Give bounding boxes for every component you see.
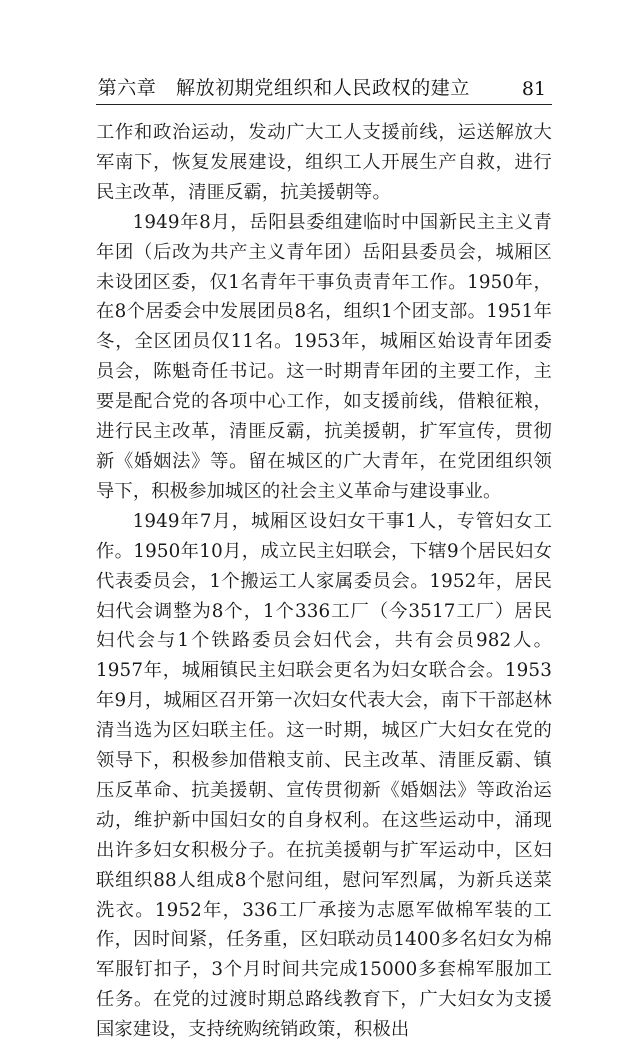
body-text: [96, 118, 552, 1045]
paragraph-womens-federation: 1949年7月，城厢区设妇女干事1人，专管妇女工作。1950年10月，成立民主妇联会，下辖9个居民妇女代表委员会，1个搬运工人家属委员会。1952年，居民妇代会调整为8个，1个336工厂（今3517工厂）居民妇代会与1个铁路委员会妇代会，共有会员982人。1957年，城厢镇民主妇联会更名为妇女联合会。1953年9月，城厢区召开第一次妇女代表大会，南下干部赵林清当选为区妇联主任。这一时期，城区广大妇女在党的领导下，积极参加借粮支前、民主改革、清匪反霸、镇压反革命、抗美援朝、宣传贯彻新《婚姻法》等政治运动，维护新中国妇女的自身权利。在这些运动中，涌现出许多妇女积极分子。在抗美援朝与扩军运动中，区妇联组织88人组成8个慰问组，慰问军烈属，为新兵送菜洗衣。1952年，336工厂承接为志愿军做棉军装的工作，因时间紧，任务重，区妇联动员1400多名妇女为棉军服钉扣子，3个月时间共完成15000多套棉军服加工任务。在党的过渡时期总路线教育下，广大妇女为支援国家建设，支持统购统销政策，积极出: [96, 510, 552, 1041]
page-number: 81: [521, 78, 546, 100]
paragraph-youth-league: 1949年8月，岳阳县委组建临时中国新民主主义青年团（后改为共产主义青年团）岳阳县委员会，城厢区未设团区委，仅1名青年干事负责青年工作。1950年，在8个居委会中发展团员8名，组织1个团支部。1951年冬，全区团员仅11名。1953年，城厢区始设青年团委员会，陈魁奇任书记。这一时期青年团的主要工作，主要是配合党的各项中心工作，如支援前线，借粮征粮，进行民主改革，清匪反霸，抗美援朝，扩军宣传，贯彻新《婚姻法》等。留在城区的广大青年，在党团组织领导下，积极参加城区的社会主义革命与建设事业。: [96, 211, 552, 502]
running-header: [96, 68, 552, 105]
paragraph-continuation: 工作和政治运动，发动广大工人支援前线，运送解放大军南下，恢复发展建设，组织工人开展生产自救，进行民主改革，清匪反霸，抗美援朝等。: [96, 122, 552, 203]
chapter-title: 第六章 解放初期党组织和人民政权的建立: [97, 77, 470, 99]
